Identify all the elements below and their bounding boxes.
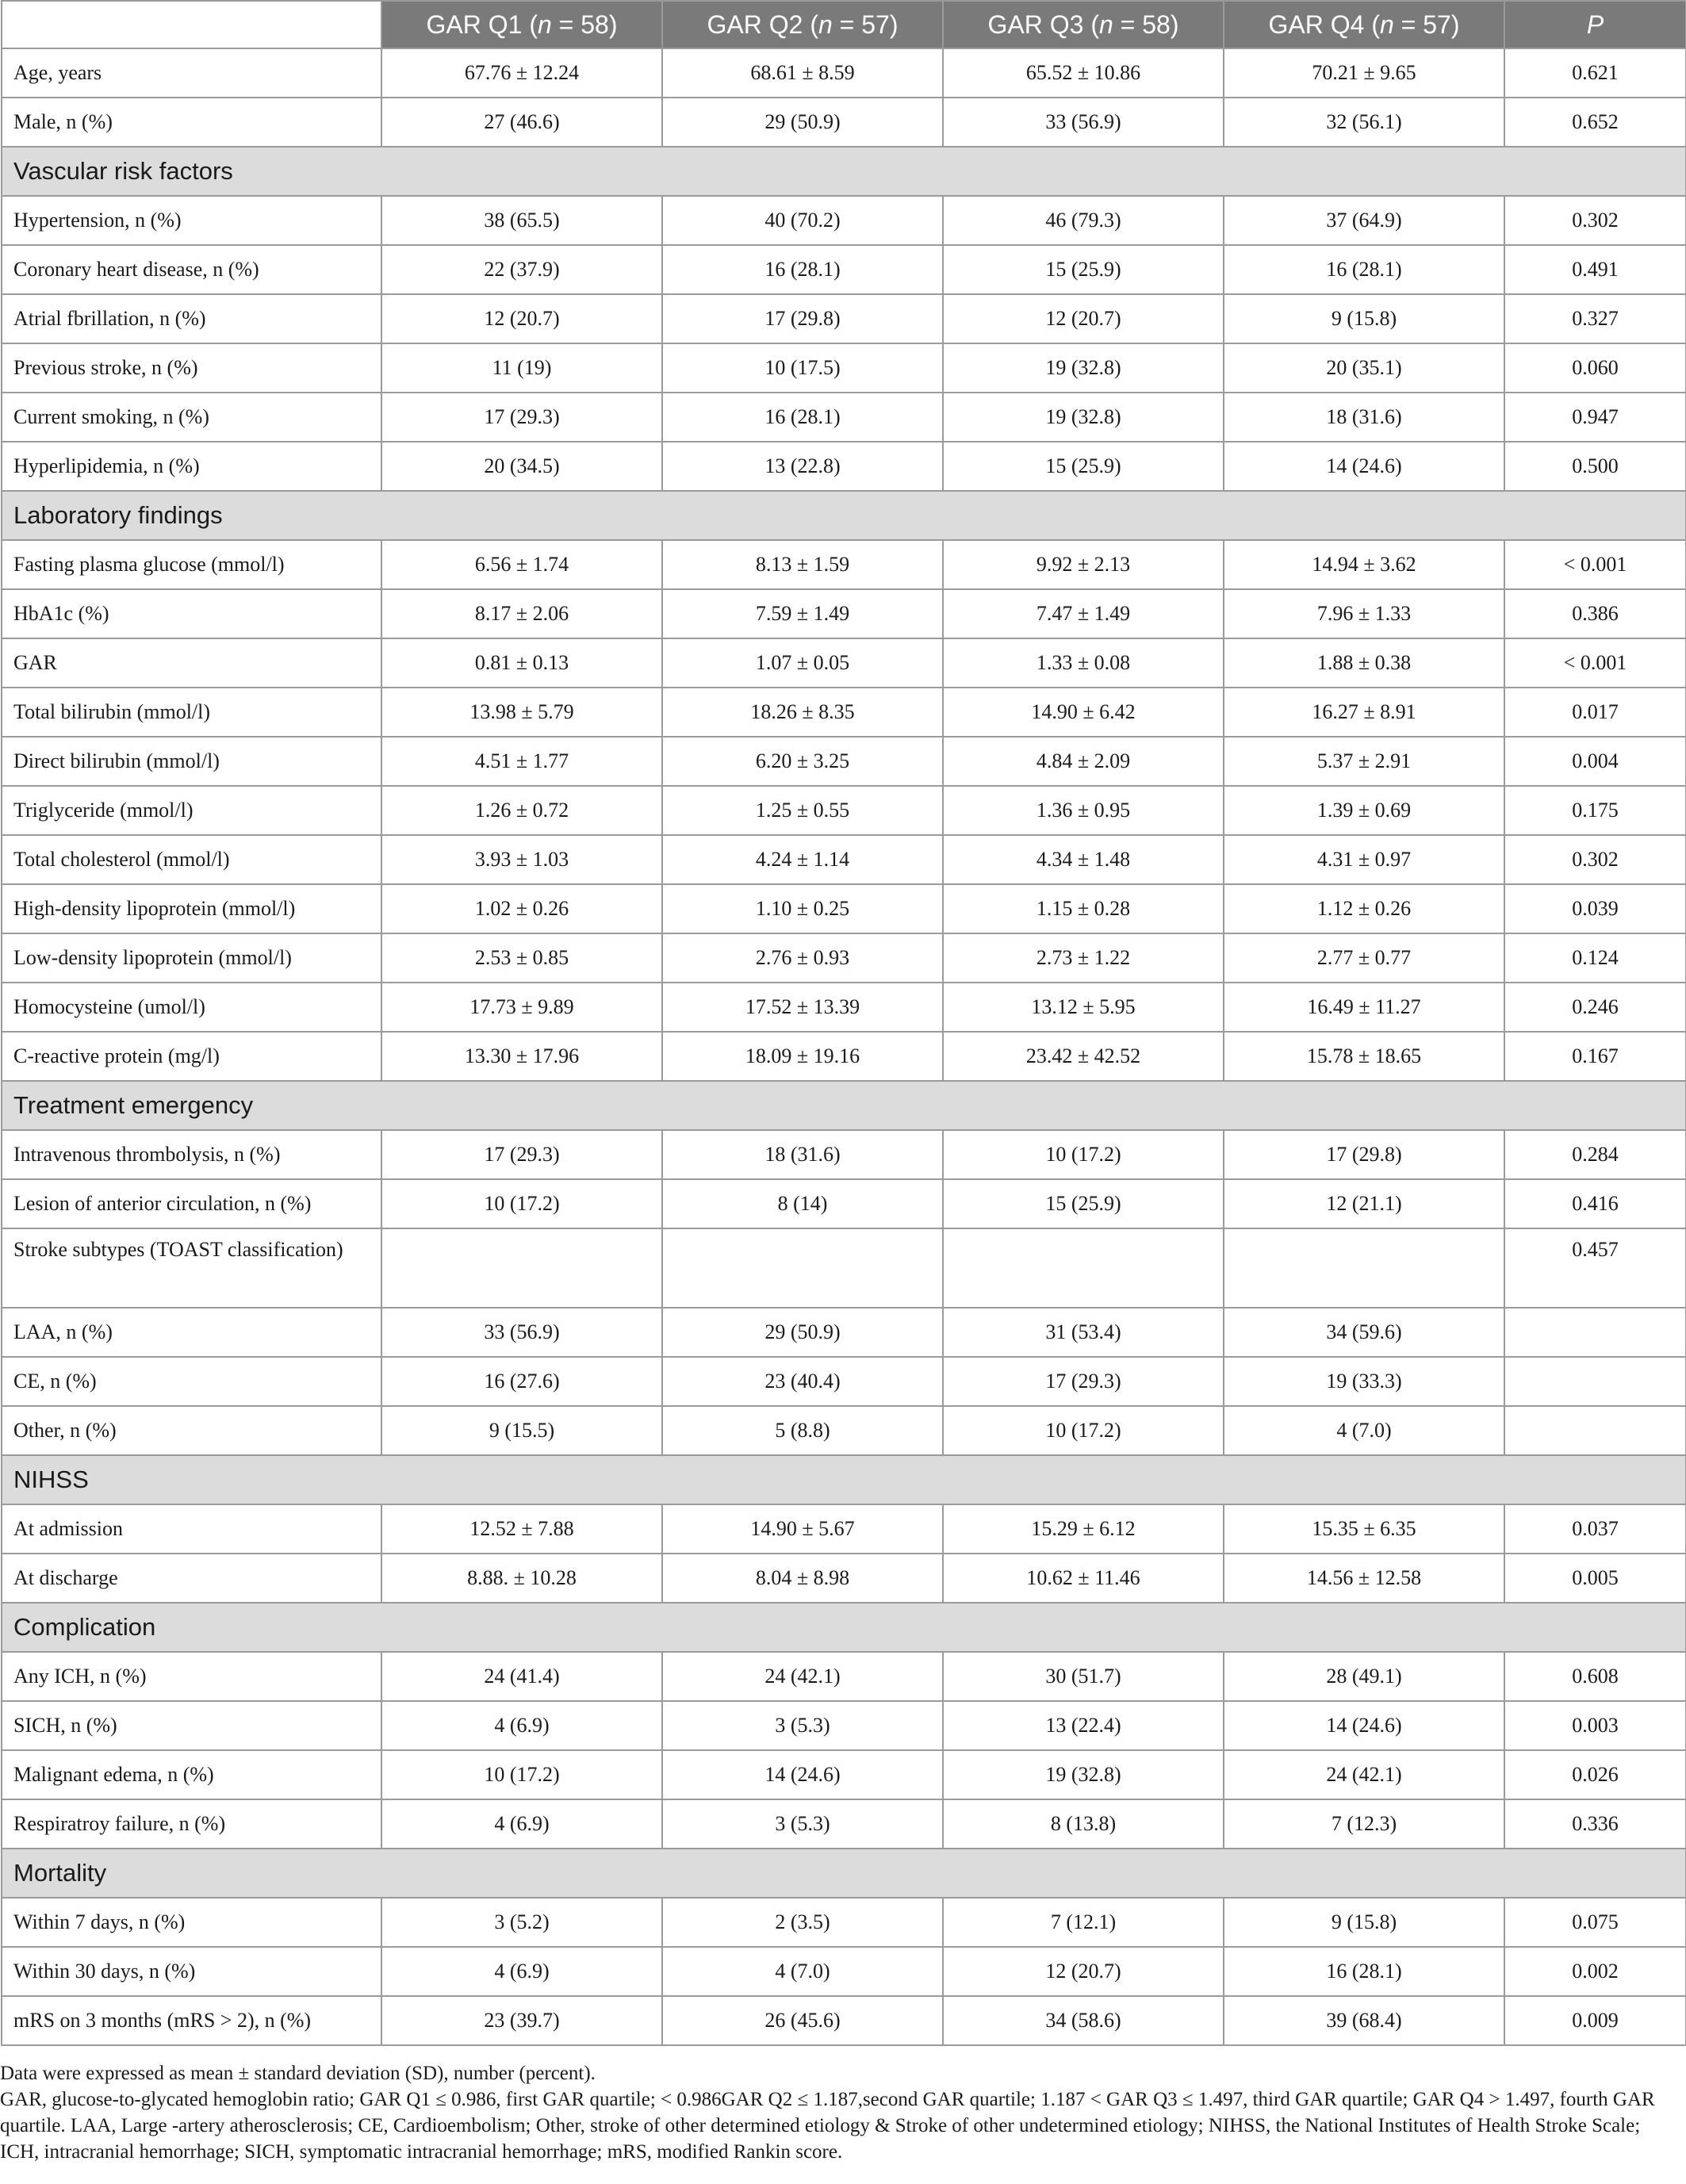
gar-q2-cell: 18.26 ± 8.35 [662, 688, 943, 737]
gar-q2-cell: 8.13 ± 1.59 [662, 540, 943, 589]
gar-q2-cell: 6.20 ± 3.25 [662, 737, 943, 786]
table-row [2, 933, 1686, 983]
gar-q3-cell: 23.42 ± 42.52 [943, 1032, 1224, 1081]
gar-q4-cell: 1.12 ± 0.26 [1224, 884, 1504, 933]
gar-q1-cell: 9 (15.5) [381, 1406, 662, 1455]
gar-q4-cell: 34 (59.6) [1224, 1308, 1504, 1357]
table-header [2, 1, 1686, 48]
header-q1-post: = 58) [551, 10, 618, 39]
gar-q4-cell: 19 (33.3) [1224, 1357, 1504, 1406]
gar-q2-cell: 16 (28.1) [662, 245, 943, 294]
gar-q2-cell: 26 (45.6) [662, 1996, 943, 2045]
p-value-cell: 0.004 [1504, 737, 1686, 786]
gar-q4-cell: 5.37 ± 2.91 [1224, 737, 1504, 786]
gar-q1-cell: 4 (6.9) [381, 1799, 662, 1849]
p-value-cell: 0.017 [1504, 688, 1686, 737]
gar-q4-cell: 15.35 ± 6.35 [1224, 1504, 1504, 1554]
gar-q3-cell: 8 (13.8) [943, 1799, 1224, 1849]
table-row [2, 1898, 1686, 1947]
p-value-cell: 0.336 [1504, 1799, 1686, 1849]
row-label: High-density lipoprotein (mmol/l) [2, 884, 381, 933]
header-q2-pre: GAR Q2 ( [707, 10, 818, 39]
gar-q1-cell: 10 (17.2) [381, 1179, 662, 1228]
p-value-cell: 0.026 [1504, 1750, 1686, 1799]
header-q4-n: n [1379, 10, 1394, 39]
table-row [2, 442, 1686, 491]
gar-q3-cell: 31 (53.4) [943, 1308, 1224, 1357]
gar-q2-cell: 8.04 ± 8.98 [662, 1554, 943, 1603]
header-gar-q3 [943, 1, 1224, 48]
gar-q4-cell: 4.31 ± 0.97 [1224, 835, 1504, 884]
gar-q3-cell: 30 (51.7) [943, 1652, 1224, 1701]
gar-q3-cell [943, 1228, 1224, 1308]
p-value-cell: 0.621 [1504, 48, 1686, 98]
gar-q1-cell: 27 (46.6) [381, 98, 662, 147]
table-row [2, 688, 1686, 737]
gar-q1-cell: 22 (37.9) [381, 245, 662, 294]
gar-q3-cell: 46 (79.3) [943, 196, 1224, 245]
gar-q1-cell: 3.93 ± 1.03 [381, 835, 662, 884]
header-q4-post: = 57) [1393, 10, 1460, 39]
gar-q4-cell: 7.96 ± 1.33 [1224, 589, 1504, 638]
gar-q1-cell: 1.02 ± 0.26 [381, 884, 662, 933]
gar-q3-cell: 4.84 ± 2.09 [943, 737, 1224, 786]
gar-q1-cell: 20 (34.5) [381, 442, 662, 491]
row-label: Lesion of anterior circulation, n (%) [2, 1179, 381, 1228]
gar-q1-cell: 17.73 ± 9.89 [381, 983, 662, 1032]
p-value-cell [1504, 1357, 1686, 1406]
table-row [2, 786, 1686, 835]
header-q2-post: = 57) [832, 10, 899, 39]
gar-q2-cell: 17.52 ± 13.39 [662, 983, 943, 1032]
row-label: Triglyceride (mmol/l) [2, 786, 381, 835]
gar-q4-cell: 15.78 ± 18.65 [1224, 1032, 1504, 1081]
gar-q2-cell: 10 (17.5) [662, 343, 943, 393]
gar-q2-cell: 29 (50.9) [662, 1308, 943, 1357]
p-value-cell: 0.302 [1504, 835, 1686, 884]
p-value-cell: 0.652 [1504, 98, 1686, 147]
section-header-row [2, 1603, 1686, 1652]
gar-q3-cell: 17 (29.3) [943, 1357, 1224, 1406]
gar-q3-cell: 19 (32.8) [943, 1750, 1224, 1799]
header-q2-n: n [818, 10, 833, 39]
p-value-cell [1504, 1308, 1686, 1357]
p-value-cell: 0.060 [1504, 343, 1686, 393]
table-row [2, 589, 1686, 638]
header-q3-n: n [1098, 10, 1113, 39]
gar-q4-cell: 9 (15.8) [1224, 294, 1504, 343]
gar-q2-cell: 2.76 ± 0.93 [662, 933, 943, 983]
gar-q2-cell: 1.10 ± 0.25 [662, 884, 943, 933]
p-value-cell [1504, 1406, 1686, 1455]
p-value-cell: 0.327 [1504, 294, 1686, 343]
row-label: At admission [2, 1504, 381, 1554]
gar-q3-cell: 1.36 ± 0.95 [943, 786, 1224, 835]
row-label: Intravenous thrombolysis, n (%) [2, 1130, 381, 1179]
gar-q1-cell: 38 (65.5) [381, 196, 662, 245]
gar-q3-cell: 13.12 ± 5.95 [943, 983, 1224, 1032]
gar-q3-cell: 33 (56.9) [943, 98, 1224, 147]
gar-q4-cell: 20 (35.1) [1224, 343, 1504, 393]
gar-q2-cell: 40 (70.2) [662, 196, 943, 245]
gar-q2-cell: 18.09 ± 19.16 [662, 1032, 943, 1081]
gar-q4-cell: 28 (49.1) [1224, 1652, 1504, 1701]
gar-q2-cell [662, 1228, 943, 1308]
p-value-cell: 0.075 [1504, 1898, 1686, 1947]
table-row [2, 98, 1686, 147]
gar-q3-cell: 15 (25.9) [943, 1179, 1224, 1228]
table-row [2, 1701, 1686, 1750]
gar-q4-cell: 16 (28.1) [1224, 245, 1504, 294]
gar-q4-cell: 2.77 ± 0.77 [1224, 933, 1504, 983]
gar-q2-cell: 23 (40.4) [662, 1357, 943, 1406]
gar-q2-cell: 14.90 ± 5.67 [662, 1504, 943, 1554]
gar-q2-cell: 1.25 ± 0.55 [662, 786, 943, 835]
gar-q3-cell: 19 (32.8) [943, 343, 1224, 393]
gar-q4-cell: 32 (56.1) [1224, 98, 1504, 147]
table-row [2, 1947, 1686, 1996]
table-row [2, 983, 1686, 1032]
gar-q1-cell: 24 (41.4) [381, 1652, 662, 1701]
row-label: Total bilirubin (mmol/l) [2, 688, 381, 737]
gar-q1-cell: 67.76 ± 12.24 [381, 48, 662, 98]
table-row [2, 393, 1686, 442]
header-p-value [1504, 1, 1686, 48]
header-q3-post: = 58) [1113, 10, 1179, 39]
table-row [2, 196, 1686, 245]
row-label: Direct bilirubin (mmol/l) [2, 737, 381, 786]
section-header-row [2, 1849, 1686, 1898]
gar-q1-cell: 4 (6.9) [381, 1947, 662, 1996]
row-label: Other, n (%) [2, 1406, 381, 1455]
row-label: Hypertension, n (%) [2, 196, 381, 245]
section-header-label: Treatment emergency [2, 1081, 1686, 1130]
p-value-cell: 0.246 [1504, 983, 1686, 1032]
gar-q2-cell: 16 (28.1) [662, 393, 943, 442]
gar-q2-cell: 1.07 ± 0.05 [662, 638, 943, 688]
p-value-cell: 0.167 [1504, 1032, 1686, 1081]
p-value-cell: < 0.001 [1504, 638, 1686, 688]
gar-q4-cell: 7 (12.3) [1224, 1799, 1504, 1849]
gar-q1-cell: 10 (17.2) [381, 1750, 662, 1799]
gar-q3-cell: 65.52 ± 10.86 [943, 48, 1224, 98]
gar-q2-cell: 13 (22.8) [662, 442, 943, 491]
row-label: HbA1c (%) [2, 589, 381, 638]
gar-q2-cell: 5 (8.8) [662, 1406, 943, 1455]
gar-q3-cell: 7.47 ± 1.49 [943, 589, 1224, 638]
gar-q1-cell: 8.17 ± 2.06 [381, 589, 662, 638]
gar-q1-cell: 0.81 ± 0.13 [381, 638, 662, 688]
gar-q3-cell: 19 (32.8) [943, 393, 1224, 442]
gar-q1-cell: 6.56 ± 1.74 [381, 540, 662, 589]
header-q4-pre: GAR Q4 ( [1268, 10, 1380, 39]
section-header-row [2, 491, 1686, 540]
gar-q3-cell: 12 (20.7) [943, 1947, 1224, 1996]
table-row [2, 1406, 1686, 1455]
gar-q3-cell: 13 (22.4) [943, 1701, 1224, 1750]
gar-q3-cell: 15 (25.9) [943, 442, 1224, 491]
gar-q1-cell: 12 (20.7) [381, 294, 662, 343]
table-row [2, 1357, 1686, 1406]
gar-q4-cell: 24 (42.1) [1224, 1750, 1504, 1799]
gar-q1-cell: 8.88. ± 10.28 [381, 1554, 662, 1603]
p-value-cell: 0.457 [1504, 1228, 1686, 1308]
section-header-label: Vascular risk factors [2, 147, 1686, 196]
gar-q1-cell: 16 (27.6) [381, 1357, 662, 1406]
table-row [2, 1130, 1686, 1179]
row-label: C-reactive protein (mg/l) [2, 1032, 381, 1081]
gar-q3-cell: 1.15 ± 0.28 [943, 884, 1224, 933]
header-row [2, 1, 1686, 48]
gar-q3-cell: 14.90 ± 6.42 [943, 688, 1224, 737]
table-row [2, 1179, 1686, 1228]
gar-q1-cell: 4 (6.9) [381, 1701, 662, 1750]
row-label: Previous stroke, n (%) [2, 343, 381, 393]
gar-q1-cell: 11 (19) [381, 343, 662, 393]
row-label: At discharge [2, 1554, 381, 1603]
p-value-cell: 0.416 [1504, 1179, 1686, 1228]
gar-q3-cell: 9.92 ± 2.13 [943, 540, 1224, 589]
table-row [2, 1228, 1686, 1308]
gar-q4-cell: 18 (31.6) [1224, 393, 1504, 442]
p-value-cell: 0.608 [1504, 1652, 1686, 1701]
section-header-row [2, 1081, 1686, 1130]
table-row [2, 884, 1686, 933]
p-value-cell: 0.009 [1504, 1996, 1686, 2045]
p-value-cell: 0.175 [1504, 786, 1686, 835]
p-value-cell: 0.039 [1504, 884, 1686, 933]
p-value-cell: 0.302 [1504, 196, 1686, 245]
row-label: Hyperlipidemia, n (%) [2, 442, 381, 491]
row-label: Respiratroy failure, n (%) [2, 1799, 381, 1849]
footnote-abbreviations: GAR, glucose-to-glycated hemoglobin ratio; GAR Q1 ≤ 0.986, first GAR quartile; < 0.986GAR Q2 ≤ 1.187,second GAR quartile; 1.187 < GAR Q3 ≤ 1.497, third GAR quartile; GAR Q4 > 1.497, fourth GAR quartile. LAA, Large -artery atherosclerosis; CE, Cardioembolism; Other, stroke of other determined etiology & Stroke of other undetermined etiology; NIHSS, the National Institutes of Health Stroke Scale; ICH, intracranial hemorrhage; SICH, symptomatic intracranial hemorrhage; mRS, modified Rankin score. [0, 2089, 1655, 2163]
section-header-label: Complication [2, 1603, 1686, 1652]
row-label: Within 30 days, n (%) [2, 1947, 381, 1996]
gar-q2-cell: 24 (42.1) [662, 1652, 943, 1701]
p-value-cell: 0.491 [1504, 245, 1686, 294]
gar-q3-cell: 15 (25.9) [943, 245, 1224, 294]
section-header-row [2, 1455, 1686, 1504]
gar-q4-cell: 16.27 ± 8.91 [1224, 688, 1504, 737]
table-row [2, 1750, 1686, 1799]
gar-q4-cell: 14.94 ± 3.62 [1224, 540, 1504, 589]
header-gar-q1 [381, 1, 662, 48]
row-label: Total cholesterol (mmol/l) [2, 835, 381, 884]
gar-q3-cell: 2.73 ± 1.22 [943, 933, 1224, 983]
row-label: Coronary heart disease, n (%) [2, 245, 381, 294]
gar-q4-cell: 17 (29.8) [1224, 1130, 1504, 1179]
table-row [2, 48, 1686, 98]
gar-q2-cell: 29 (50.9) [662, 98, 943, 147]
gar-q1-cell: 23 (39.7) [381, 1996, 662, 2045]
row-label: SICH, n (%) [2, 1701, 381, 1750]
table-row [2, 1652, 1686, 1701]
section-header-label: NIHSS [2, 1455, 1686, 1504]
row-label: Within 7 days, n (%) [2, 1898, 381, 1947]
p-value-cell: 0.947 [1504, 393, 1686, 442]
row-label: Low-density lipoprotein (mmol/l) [2, 933, 381, 983]
header-p-label: P [1586, 10, 1604, 39]
p-value-cell: 0.386 [1504, 589, 1686, 638]
gar-q4-cell: 16 (28.1) [1224, 1947, 1504, 1996]
footnote-data-expression: Data were expressed as mean ± standard deviation (SD), number (percent). [0, 2063, 596, 2084]
row-label: CE, n (%) [2, 1357, 381, 1406]
header-gar-q2 [662, 1, 943, 48]
table-row [2, 638, 1686, 688]
table-row [2, 1308, 1686, 1357]
row-label: LAA, n (%) [2, 1308, 381, 1357]
row-label: Homocysteine (umol/l) [2, 983, 381, 1032]
gar-q1-cell: 2.53 ± 0.85 [381, 933, 662, 983]
gar-q1-cell: 12.52 ± 7.88 [381, 1504, 662, 1554]
table-row [2, 540, 1686, 589]
gar-q2-cell: 4 (7.0) [662, 1947, 943, 1996]
gar-q3-cell: 15.29 ± 6.12 [943, 1504, 1224, 1554]
row-label: Atrial fbrillation, n (%) [2, 294, 381, 343]
p-value-cell: < 0.001 [1504, 540, 1686, 589]
p-value-cell: 0.037 [1504, 1504, 1686, 1554]
gar-q1-cell: 3 (5.2) [381, 1898, 662, 1947]
gar-q4-cell: 16.49 ± 11.27 [1224, 983, 1504, 1032]
p-value-cell: 0.002 [1504, 1947, 1686, 1996]
section-header-label: Laboratory findings [2, 491, 1686, 540]
table-row [2, 1554, 1686, 1603]
p-value-cell: 0.005 [1504, 1554, 1686, 1603]
gar-q2-cell: 2 (3.5) [662, 1898, 943, 1947]
gar-q1-cell: 13.30 ± 17.96 [381, 1032, 662, 1081]
gar-q4-cell: 14.56 ± 12.58 [1224, 1554, 1504, 1603]
section-header-label: Mortality [2, 1849, 1686, 1898]
gar-q3-cell: 10 (17.2) [943, 1406, 1224, 1455]
header-q3-pre: GAR Q3 ( [987, 10, 1099, 39]
p-value-cell: 0.003 [1504, 1701, 1686, 1750]
gar-q3-cell: 1.33 ± 0.08 [943, 638, 1224, 688]
gar-q2-cell: 17 (29.8) [662, 294, 943, 343]
row-label: GAR [2, 638, 381, 688]
gar-q1-cell: 17 (29.3) [381, 1130, 662, 1179]
gar-q2-cell: 3 (5.3) [662, 1701, 943, 1750]
table-row [2, 294, 1686, 343]
table-row [2, 1032, 1686, 1081]
gar-q4-cell: 70.21 ± 9.65 [1224, 48, 1504, 98]
table-row [2, 1799, 1686, 1849]
row-label: Age, years [2, 48, 381, 98]
gar-q4-cell: 4 (7.0) [1224, 1406, 1504, 1455]
table-row [2, 737, 1686, 786]
gar-q4-cell: 12 (21.1) [1224, 1179, 1504, 1228]
gar-q4-cell: 37 (64.9) [1224, 196, 1504, 245]
gar-q4-cell: 14 (24.6) [1224, 442, 1504, 491]
gar-q4-cell [1224, 1228, 1504, 1308]
table-body [2, 48, 1686, 2045]
gar-q4-cell: 1.39 ± 0.69 [1224, 786, 1504, 835]
table-row [2, 835, 1686, 884]
header-q1-n: n [537, 10, 552, 39]
row-label: Stroke subtypes (TOAST classification) [2, 1228, 381, 1308]
gar-q1-cell [381, 1228, 662, 1308]
row-label: Current smoking, n (%) [2, 393, 381, 442]
gar-q2-cell: 18 (31.6) [662, 1130, 943, 1179]
table-row [2, 343, 1686, 393]
gar-q3-cell: 10.62 ± 11.46 [943, 1554, 1224, 1603]
gar-q1-cell: 33 (56.9) [381, 1308, 662, 1357]
gar-q1-cell: 13.98 ± 5.79 [381, 688, 662, 737]
row-label: mRS on 3 months (mRS > 2), n (%) [2, 1996, 381, 2045]
gar-q2-cell: 3 (5.3) [662, 1799, 943, 1849]
row-label: Malignant edema, n (%) [2, 1750, 381, 1799]
gar-q3-cell: 7 (12.1) [943, 1898, 1224, 1947]
table-footnotes [0, 2060, 1681, 2165]
p-value-cell: 0.500 [1504, 442, 1686, 491]
gar-q4-cell: 39 (68.4) [1224, 1996, 1504, 2045]
baseline-characteristics-table [1, 0, 1686, 2046]
gar-q1-cell: 1.26 ± 0.72 [381, 786, 662, 835]
gar-q2-cell: 7.59 ± 1.49 [662, 589, 943, 638]
gar-q4-cell: 9 (15.8) [1224, 1898, 1504, 1947]
header-gar-q4 [1224, 1, 1504, 48]
row-label: Any ICH, n (%) [2, 1652, 381, 1701]
gar-q4-cell: 14 (24.6) [1224, 1701, 1504, 1750]
gar-q1-cell: 17 (29.3) [381, 393, 662, 442]
gar-q3-cell: 34 (58.6) [943, 1996, 1224, 2045]
gar-q2-cell: 8 (14) [662, 1179, 943, 1228]
table-row [2, 1504, 1686, 1554]
gar-q2-cell: 4.24 ± 1.14 [662, 835, 943, 884]
p-value-cell: 0.284 [1504, 1130, 1686, 1179]
gar-q3-cell: 10 (17.2) [943, 1130, 1224, 1179]
header-q1-pre: GAR Q1 ( [426, 10, 538, 39]
gar-q2-cell: 14 (24.6) [662, 1750, 943, 1799]
gar-q1-cell: 4.51 ± 1.77 [381, 737, 662, 786]
header-blank-cell [2, 1, 381, 48]
section-header-row [2, 147, 1686, 196]
gar-q3-cell: 12 (20.7) [943, 294, 1224, 343]
table-row [2, 245, 1686, 294]
table-row [2, 1996, 1686, 2045]
row-label: Male, n (%) [2, 98, 381, 147]
gar-q4-cell: 1.88 ± 0.38 [1224, 638, 1504, 688]
gar-q3-cell: 4.34 ± 1.48 [943, 835, 1224, 884]
row-label: Fasting plasma glucose (mmol/l) [2, 540, 381, 589]
gar-q2-cell: 68.61 ± 8.59 [662, 48, 943, 98]
p-value-cell: 0.124 [1504, 933, 1686, 983]
